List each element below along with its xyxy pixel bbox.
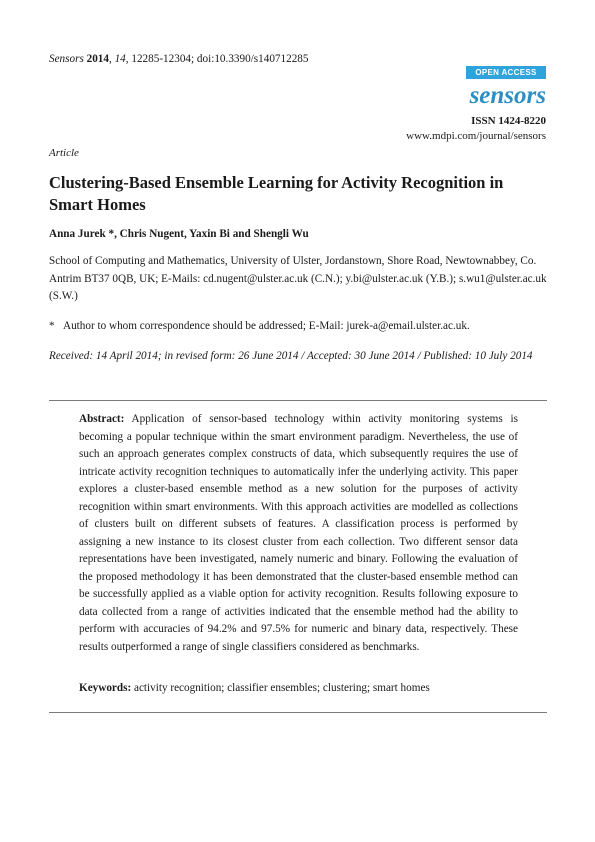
abstract — [79, 411, 518, 656]
issn: ISSN 1424-8220 — [471, 115, 546, 127]
article-type: Article — [49, 147, 79, 159]
abstract-label: Abstract: — [79, 413, 125, 425]
citation-line: Sensors 2014, 14, 12285-12304; doi:10.3390/s140712285 — [49, 53, 309, 65]
keywords-label: Keywords: — [79, 682, 132, 694]
correspondence-text: Author to whom correspondence should be addressed; E-Mail: jurek-a@email.ulster.ac.uk. — [63, 320, 470, 332]
keywords — [79, 682, 518, 694]
open-access-badge: OPEN ACCESS — [466, 66, 546, 79]
publication-dates: Received: 14 April 2014; in revised form: 26 June 2014 / Accepted: 30 June 2014 / Published: 10 July 2014 — [49, 350, 533, 362]
citation-rest: , 12285-12304; doi:10.3390/s140712285 — [125, 53, 309, 65]
affiliation: School of Computing and Mathematics, University of Ulster, Jordanstown, Shore Road, Newtownabbey, Co. Antrim BT37 0QB, UK; E-Mails: cd.nugent@ulster.ac.uk (C.N.); y.bi@ulster.ac.uk (Y.B.); s.wu1@ulster.ac.uk (S.W.) — [49, 255, 547, 302]
keywords-text: activity recognition; classifier ensembles; clustering; smart homes — [134, 682, 430, 694]
divider-bottom — [49, 712, 547, 713]
article-title: Clustering-Based Ensemble Learning for Activity Recognition in Smart Homes — [49, 173, 504, 214]
citation-volume: 14 — [114, 53, 126, 65]
citation-year: 2014 — [86, 53, 109, 65]
journal-logo: sensors — [469, 82, 546, 109]
correspondence-mark: * — [49, 320, 55, 332]
journal-url[interactable]: www.mdpi.com/journal/sensors — [406, 130, 546, 142]
abstract-text: Application of sensor-based technology within activity monitoring systems is becoming a popular technique within the smart environment paradigm. Nevertheless, the use of such an approach generates complex constructs of data, which subsequently requires the use of intricate activity recognition techniques to automatically infer the underlying activity. This paper explores a cluster-based ensemble method as a new solution for the purposes of activity recognition within smart environments. With this approach activities are modelled as collections of clusters built on different subsets of features. A classification process is performed by assigning a new instance to its closest cluster from each collection. Two different sensor data representations have been investigated, namely numeric and binary. Following the evaluation of the proposed methodology it has been demonstrated that the cluster-based ensemble method can be successfully applied as a viable option for activity recognition. Results following exposure to data collected from a range of activities indicated that the ensemble method had the ability to perform with accuracies of 94.2% and 97.5% for numeric and binary data, respectively. These results outperformed a range of single classifiers considered as benchmarks. — [79, 413, 518, 653]
authors: Anna Jurek *, Chris Nugent, Yaxin Bi and Shengli Wu — [49, 228, 309, 240]
correspondence-note — [49, 320, 549, 332]
divider-top — [49, 400, 547, 401]
citation-journal: Sensors — [49, 53, 84, 65]
